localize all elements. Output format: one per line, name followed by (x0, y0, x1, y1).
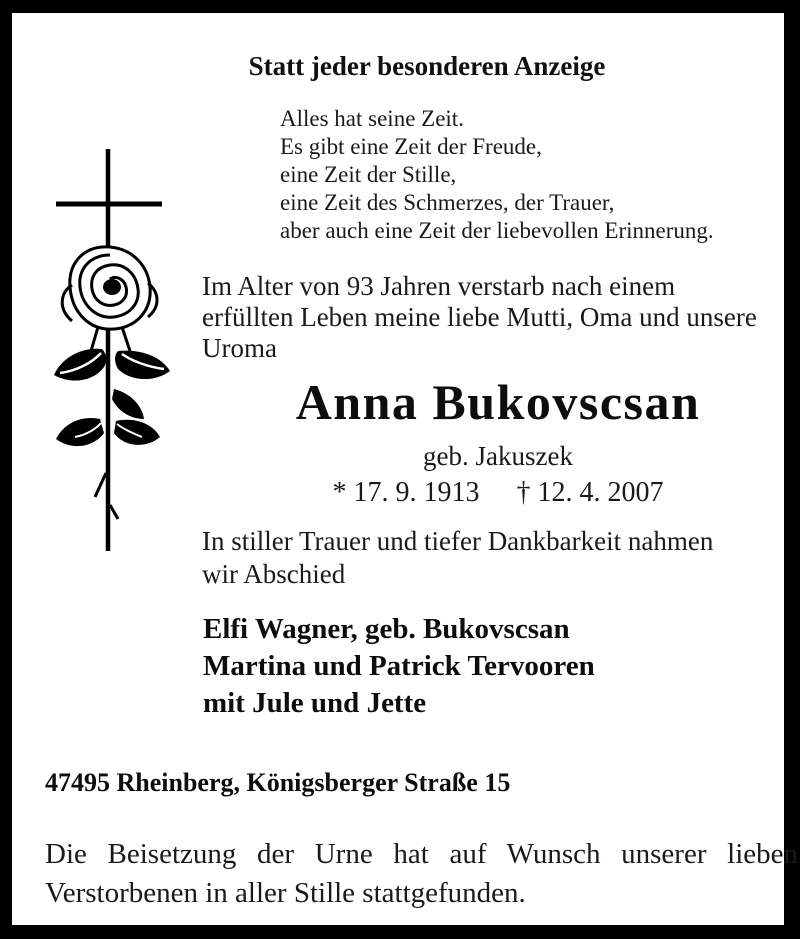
birth-date: * 17. 9. 1913 (332, 477, 480, 508)
poem-line: Alles hat seine Zeit. (280, 106, 464, 131)
maiden-name: geb. Jakuszek (423, 441, 573, 471)
cross-and-rose-illustration (38, 143, 186, 559)
mourner-line: mit Jule und Jette (203, 687, 427, 719)
intro-line: Im Alter von 93 Jahren verstarb nach einem (202, 271, 676, 301)
closing-line: Die Beisetzung der Urne hat auf Wunsch unserer lieben (45, 838, 798, 870)
address-line: 47495 Rheinberg, Königsberger Straße 15 (45, 768, 511, 797)
farewell-line: In stiller Trauer und tiefer Dankbarkeit nahmen (202, 526, 714, 556)
mourner-line: Martina und Patrick Tervooren (203, 650, 595, 682)
poem-line: aber auch eine Zeit der liebevollen Erinnerung. (280, 218, 714, 243)
mourner-line: Elfi Wagner, geb. Bukovscsan (203, 613, 570, 645)
notice-panel (12, 13, 798, 925)
intro-line: Uroma (202, 333, 277, 363)
cross-icon (56, 149, 162, 551)
closing-line: Verstorbenen in aller Stille stattgefunden. (45, 877, 526, 909)
notice-header: Statt jeder besonderen Anzeige (248, 51, 606, 81)
closing-paragraph (45, 835, 798, 913)
farewell-line: wir Abschied (202, 559, 346, 589)
poem-line: eine Zeit des Schmerzes, der Trauer, (280, 190, 615, 215)
life-dates (202, 477, 794, 509)
farewell-paragraph (202, 525, 713, 591)
rose-icon (54, 247, 170, 519)
death-date: † 12. 4. 2007 (516, 477, 664, 508)
intro-line: erfüllten Leben meine liebe Mutti, Oma und unsere (202, 302, 757, 332)
poem-line: eine Zeit der Stille, (280, 162, 457, 187)
poem-line: Es gibt eine Zeit der Freude, (280, 134, 542, 159)
intro-paragraph (202, 271, 757, 364)
poem (280, 105, 714, 245)
mourners-list (203, 611, 595, 722)
deceased-name: Anna Bukovscsan (295, 374, 701, 430)
